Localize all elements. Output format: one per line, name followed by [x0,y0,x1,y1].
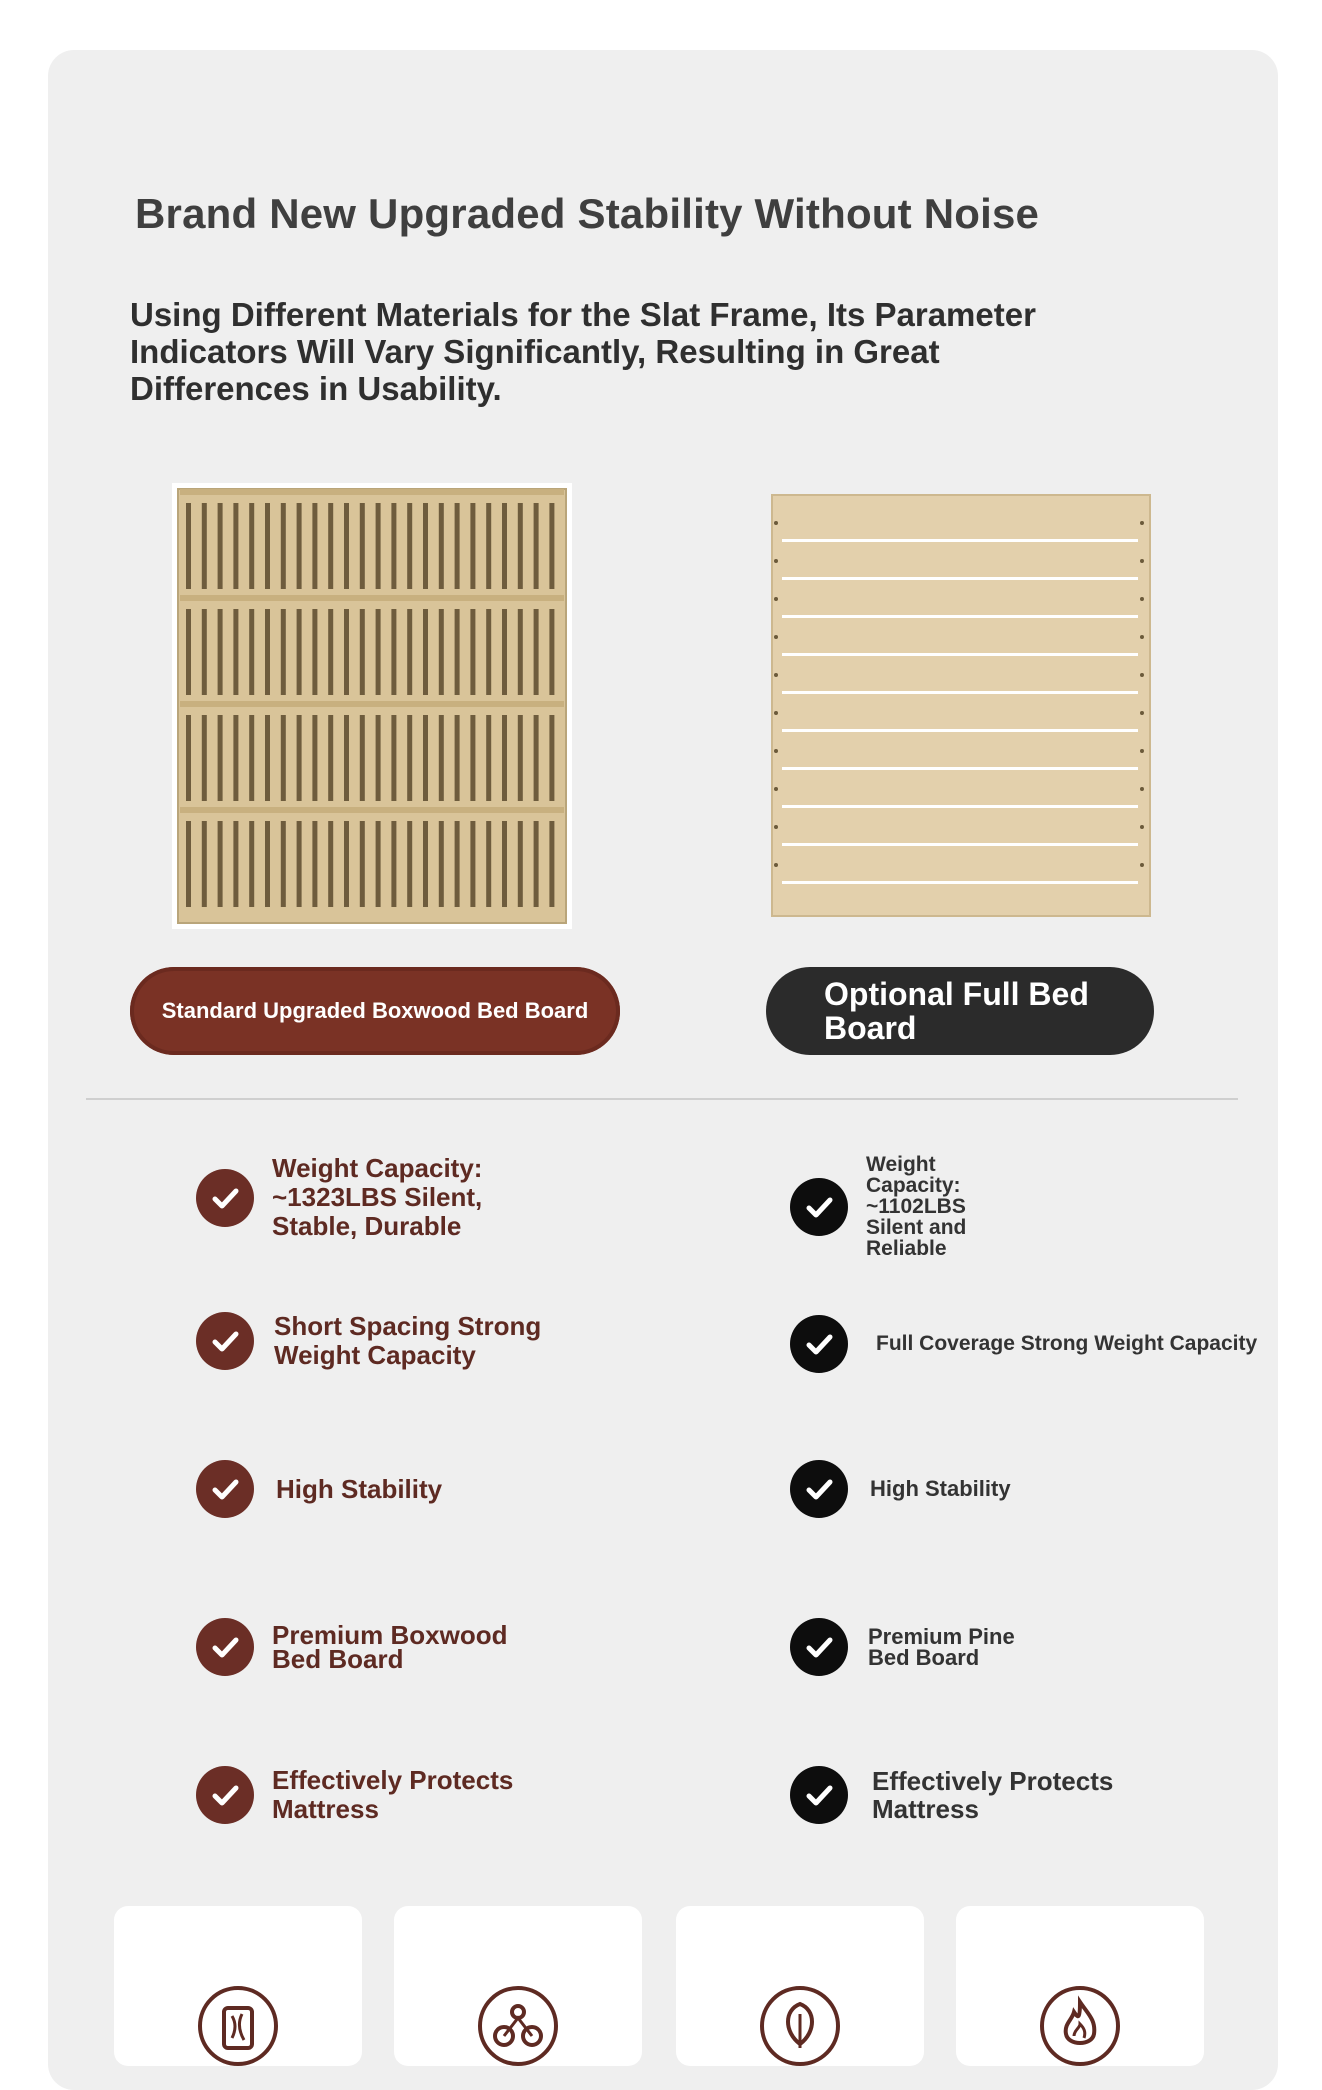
check-circle-icon [196,1312,254,1370]
right-feature-2 [790,1315,1257,1373]
page-subtitle: Using Different Materials for the Slat Frame, Its Parameter Indicators Will Vary Significantly, Resulting in Great Differences in Usability. [130,296,1036,407]
check-circle-icon [196,1169,254,1227]
left-feature-1 [196,1154,502,1241]
feature-text: Weight Capacity: ~1323LBS Silent, Stable, Durable [272,1153,483,1241]
feature-tile-wood [114,1906,362,2066]
feature-tile-flex [394,1906,642,2066]
check-circle-icon [196,1618,254,1676]
feature-text: Weight Capacity: ~1102LBS Silent and Reliable [866,1153,967,1260]
feature-text: Effectively Protects Mattress [872,1766,1114,1824]
right-feature-5 [790,1766,1132,1824]
check-circle-icon [790,1618,848,1676]
feature-text: High Stability [276,1473,443,1504]
boxwood-bed-board-image [172,483,572,929]
left-feature-3 [196,1460,442,1518]
check-circle-icon [790,1460,848,1518]
right-feature-1 [790,1154,986,1259]
feature-text: Premium Boxwood Bed Board [272,1620,508,1674]
check-circle-icon [790,1766,848,1824]
feature-text: Full Coverage Strong Weight Capacity [876,1332,1258,1355]
check-circle-icon [790,1315,848,1373]
feature-text: Short Spacing Strong Weight Capacity [274,1311,542,1370]
right-feature-3 [790,1460,1011,1518]
feature-text: Effectively Protects Mattress [272,1765,514,1824]
feature-tile-fire [956,1906,1204,2066]
wood-grain-icon [198,1986,278,2066]
left-feature-4 [196,1618,532,1676]
check-circle-icon [790,1178,848,1236]
optional-board-label: Optional Full Bed Board [766,967,1154,1055]
right-feature-4 [790,1618,1028,1676]
standard-board-label: Standard Upgraded Boxwood Bed Board [130,967,620,1055]
feature-tile-eco [676,1906,924,2066]
feature-text: Premium Pine Bed Board [868,1624,1015,1670]
left-feature-2 [196,1312,544,1370]
check-circle-icon [196,1460,254,1518]
flame-icon [1040,1986,1120,2066]
leaf-shield-icon [760,1986,840,2066]
bicycle-icon [478,1986,558,2066]
check-circle-icon [196,1766,254,1824]
feature-text: High Stability [870,1476,1011,1501]
page-title: Brand New Upgraded Stability Without Noise [135,190,1040,237]
left-feature-5 [196,1766,532,1824]
divider [86,1098,1238,1100]
pine-full-bed-board-image [770,493,1152,918]
